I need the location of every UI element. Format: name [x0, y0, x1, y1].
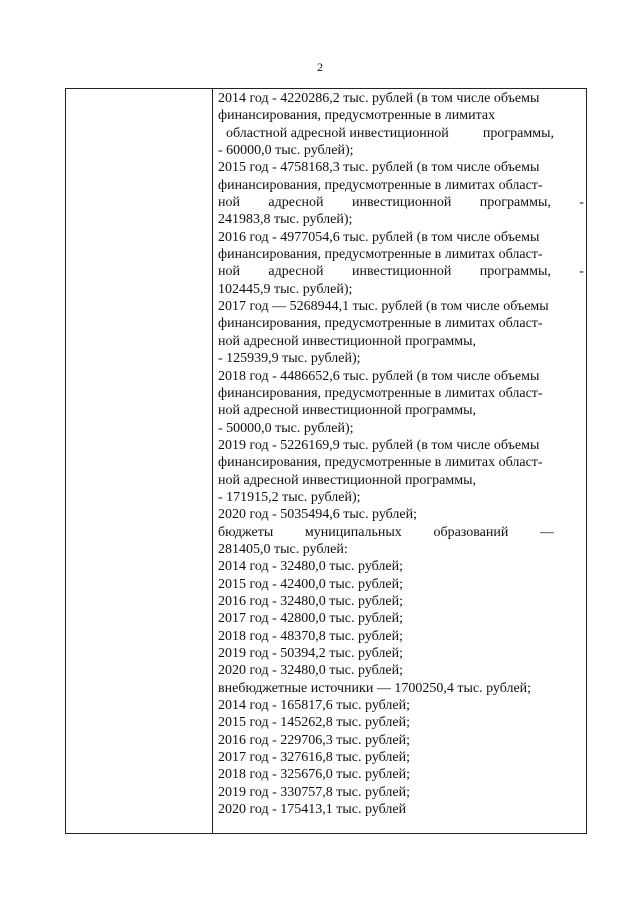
text-fragment: 2014 год - 165817,6 тыс. рублей;	[218, 698, 411, 714]
text-fragment: финансирования, предусмотренные в лимитах област-	[218, 177, 543, 193]
text-fragment: - 171915,2 тыс. рублей);	[218, 489, 361, 505]
text-fragment: инвестиционной	[351, 264, 452, 280]
text-line	[218, 714, 584, 731]
text-line	[218, 368, 584, 385]
text-fragment: ной адресной инвестиционной программы,	[218, 472, 477, 488]
text-line	[218, 229, 584, 246]
text-fragment: ной	[218, 195, 240, 211]
text-fragment: 241983,8 тыс. рублей);	[218, 212, 353, 228]
text-fragment: ной	[218, 264, 240, 280]
text-fragment: программы,	[482, 125, 554, 141]
text-fragment: 2017 год — 5268944,1 тыс. рублей (в том числе объемы	[218, 299, 549, 315]
text-fragment: 2020 год - 32480,0 тыс. рублей;	[218, 663, 404, 679]
text-line	[218, 125, 584, 142]
text-fragment: внебюджетные источники — 1700250,4 тыс. рублей;	[218, 680, 532, 696]
text-line	[218, 298, 584, 315]
text-fragment: финансирования, предусмотренные в лимитах област-	[218, 385, 543, 401]
text-fragment: 2020 год - 5035494,6 тыс. рублей;	[218, 507, 418, 523]
text-fragment: 2016 год - 229706,3 тыс. рублей;	[218, 732, 411, 748]
text-fragment: бюджеты	[218, 524, 274, 540]
text-fragment: 281405,0 тыс. рублей:	[218, 541, 348, 557]
text-fragment: —	[540, 524, 554, 540]
text-line	[218, 524, 584, 541]
text-fragment: 2019 год - 50394,2 тыс. рублей;	[218, 646, 404, 661]
text-fragment: 2017 год - 42800,0 тыс. рублей;	[218, 611, 404, 627]
text-line	[218, 333, 584, 350]
text-fragment: 2018 год - 48370,8 тыс. рублей;	[218, 628, 404, 644]
text-line	[218, 385, 584, 402]
text-line	[218, 194, 584, 211]
text-fragment: муниципальных	[304, 524, 402, 540]
text-line	[218, 576, 584, 593]
text-fragment: 2015 год - 42400,0 тыс. рублей;	[218, 576, 404, 592]
text-fragment: адресной	[268, 264, 324, 280]
text-fragment: финансирования, предусмотренные в лимитах област-	[218, 316, 543, 332]
text-fragment: адресной	[268, 195, 324, 211]
text-line	[218, 454, 584, 471]
text-fragment: инвестиционной	[351, 195, 452, 211]
text-fragment: 2020 год - 175413,1 тыс. рублей	[218, 802, 407, 818]
text-line	[218, 541, 584, 558]
text-fragment: 2018 год - 325676,0 тыс. рублей;	[218, 767, 411, 783]
text-line	[218, 350, 584, 367]
text-line	[218, 142, 584, 159]
text-fragment: 2016 год - 4977054,6 тыс. рублей (в том числе объемы	[218, 229, 540, 245]
text-line	[218, 697, 584, 714]
text-line	[218, 801, 584, 818]
text-fragment: 2019 год - 330757,8 тыс. рублей;	[218, 784, 411, 800]
text-fragment: ной адресной инвестиционной программы,	[218, 333, 477, 349]
text-line	[218, 246, 584, 263]
text-fragment: 2015 год - 4758168,3 тыс. рублей (в том числе объемы	[218, 160, 540, 176]
text-fragment: - 50000,0 тыс. рублей);	[218, 420, 354, 436]
text-line	[218, 489, 584, 506]
text-line	[218, 558, 584, 575]
text-line	[218, 315, 584, 332]
text-line	[218, 211, 584, 228]
text-fragment: финансирования, предусмотренные в лимитах област-	[218, 455, 543, 471]
text-line	[218, 107, 584, 124]
text-fragment: 2015 год - 145262,8 тыс. рублей;	[218, 715, 411, 731]
text-line	[218, 472, 584, 489]
text-fragment: 2016 год - 32480,0 тыс. рублей;	[218, 593, 404, 609]
text-fragment: 2018 год - 4486652,6 тыс. рублей (в том числе объемы	[218, 368, 540, 384]
table-left-cell	[66, 89, 213, 833]
text-fragment: -	[579, 195, 584, 211]
text-fragment: программы,	[479, 264, 551, 280]
text-line	[218, 662, 584, 679]
text-line	[218, 420, 584, 437]
text-line	[218, 402, 584, 419]
text-line	[218, 610, 584, 627]
text-line	[218, 732, 584, 749]
text-fragment: 2014 год - 32480,0 тыс. рублей;	[218, 559, 404, 575]
text-line	[218, 90, 584, 107]
text-line	[218, 506, 584, 523]
text-line	[218, 749, 584, 766]
text-fragment: финансирования, предусмотренные в лимитах	[218, 108, 496, 124]
text-line	[218, 593, 584, 610]
text-line	[218, 628, 584, 645]
text-line	[218, 784, 584, 801]
text-fragment: -	[579, 264, 584, 280]
text-line	[218, 281, 584, 298]
text-fragment: 2014 год - 4220286,2 тыс. рублей (в том числе объемы	[218, 91, 540, 106]
text-fragment: 2017 год - 327616,8 тыс. рублей;	[218, 750, 411, 766]
text-fragment: - 60000,0 тыс. рублей);	[218, 143, 354, 159]
financing-table	[65, 88, 587, 834]
text-fragment: 2019 год - 5226169,9 тыс. рублей (в том числе объемы	[218, 437, 540, 453]
text-line	[218, 680, 584, 697]
text-line	[218, 766, 584, 783]
text-fragment: финансирования, предусмотренные в лимитах област-	[218, 247, 543, 263]
text-line	[218, 645, 584, 662]
text-fragment: программы,	[479, 195, 551, 211]
text-fragment: - 125939,9 тыс. рублей);	[218, 351, 361, 367]
text-line	[218, 159, 584, 176]
page-number: 2	[317, 60, 323, 74]
text-fragment: ной адресной инвестиционной программы,	[218, 403, 477, 419]
text-fragment: образований	[433, 524, 509, 540]
text-fragment: 102445,9 тыс. рублей);	[218, 281, 353, 297]
text-line	[218, 437, 584, 454]
text-line	[218, 263, 584, 280]
text-fragment: областной адресной инвестиционной	[226, 125, 449, 141]
financing-text-cell	[218, 90, 584, 818]
text-line	[218, 177, 584, 194]
